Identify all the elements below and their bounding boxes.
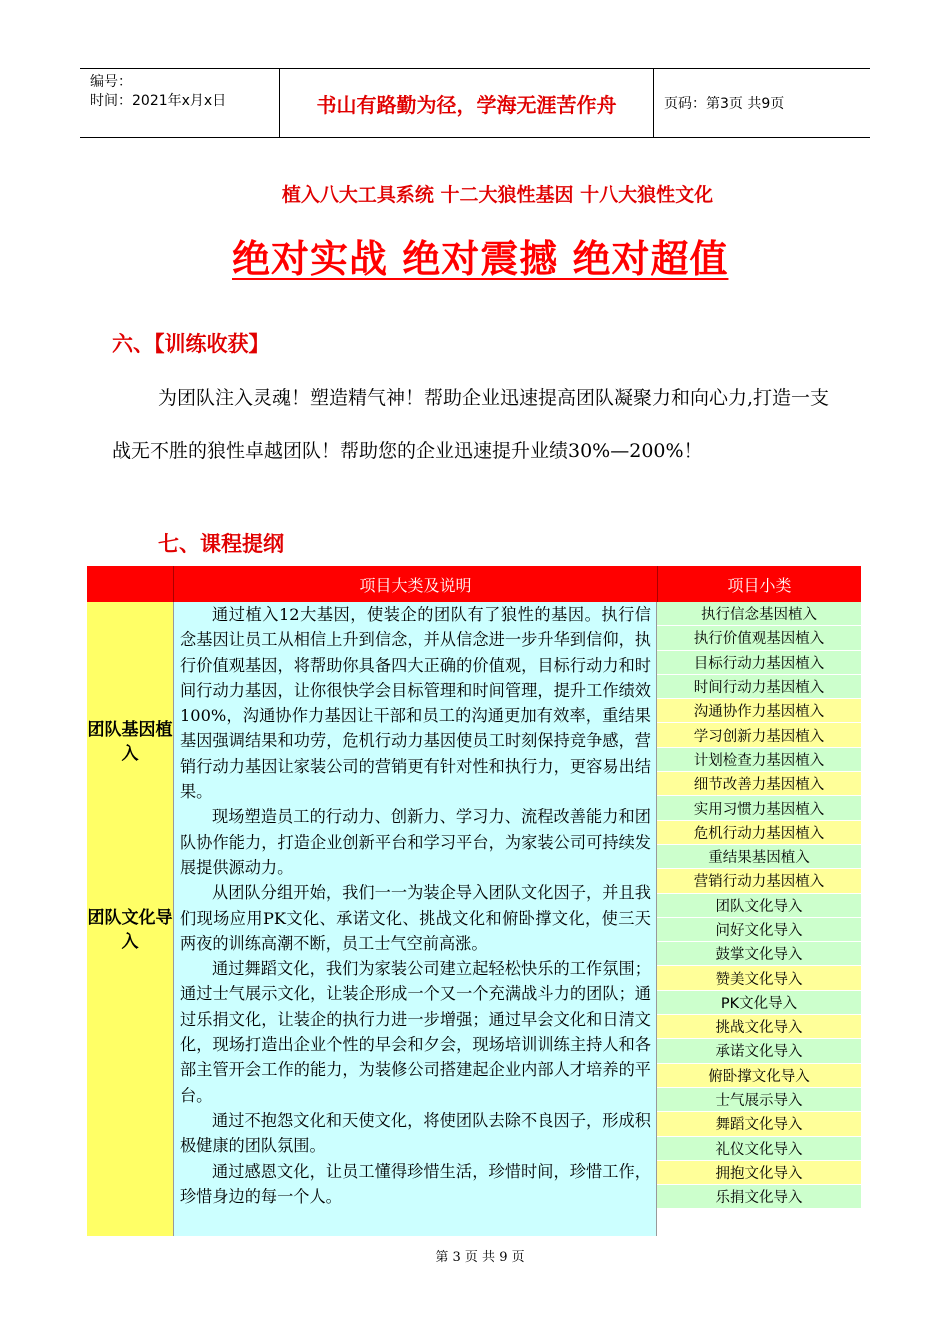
table-header-subitem: 项目小类 xyxy=(727,575,792,595)
description-column xyxy=(174,602,657,1236)
subitem-cell: 问好文化导入 xyxy=(657,918,861,942)
section6-text: 为团队注入灵魂！塑造精气神！帮助企业迅速提高团队凝聚力和向心力,打造一支战无不胜的狼性卓越团队！帮助您的企业迅速提升业绩30%—200%！ xyxy=(112,387,830,462)
subitem-cell: 礼仪文化导入 xyxy=(657,1137,861,1161)
table-header-row xyxy=(87,566,861,602)
subtitle: 植入八大工具系统 十二大狼性基因 十八大狼性文化 xyxy=(281,184,714,206)
page-header xyxy=(80,68,870,138)
section7-heading: 七、课程提纲 xyxy=(158,532,284,556)
description-paragraph: 从团队分组开始，我们一一为装企导入团队文化因子，并且我们现场应用PK文化、承诺文化、挑战文化和俯卧撑文化，使三天两夜的训练高潮不断，员工士气空前高涨。 xyxy=(180,883,651,953)
course-outline-table xyxy=(87,566,861,1236)
category-column xyxy=(87,602,174,1236)
subitem-cell: 赞美文化导入 xyxy=(657,966,861,990)
subitem-cell: 时间行动力基因植入 xyxy=(657,675,861,699)
subitem-cell: 细节改善力基因植入 xyxy=(657,772,861,796)
subitem-cell: 团队文化导入 xyxy=(657,894,861,918)
section6-heading: 六、【训练收获】 xyxy=(112,332,270,356)
subitem-cell: 挑战文化导入 xyxy=(657,1015,861,1039)
subitem-cell: 沟通协作力基因植入 xyxy=(657,699,861,723)
description-paragraph: 通过感恩文化，让员工懂得珍惜生活，珍惜时间，珍惜工作，珍惜身边的每一个人。 xyxy=(180,1161,651,1206)
subitem-cell: 执行信念基因植入 xyxy=(657,602,861,626)
subitem-cell: 营销行动力基因植入 xyxy=(657,869,861,893)
subitem-cell: 乐捐文化导入 xyxy=(657,1185,861,1209)
subitem-cell: PK文化导入 xyxy=(657,991,861,1015)
header-meta xyxy=(80,69,280,137)
subitem-cell: 士气展示导入 xyxy=(657,1088,861,1112)
subitem-cell: 学习创新力基因植入 xyxy=(657,723,861,747)
category-culture: 团队文化导入 xyxy=(87,908,173,952)
table-header-category: 项目大类及说明 xyxy=(174,566,658,602)
subitem-column xyxy=(657,602,861,1236)
subitem-cell: 计划检查力基因植入 xyxy=(657,748,861,772)
subitem-cell: 承诺文化导入 xyxy=(657,1039,861,1063)
description-paragraph: 现场塑造员工的行动力、创新力、学习力、流程改善能力和团队协作能力，打造企业创新平台和学习平台，为家装公司可持续发展提供源动力。 xyxy=(180,807,651,877)
subitem-cell: 危机行动力基因植入 xyxy=(657,821,861,845)
description-paragraph: 通过不抱怨文化和天使文化，将使团队去除不良因子，形成积极健康的团队氛围。 xyxy=(180,1110,651,1156)
subitem-cell: 实用习惯力基因植入 xyxy=(657,796,861,820)
header-motto: 书山有路勤为径，学海无涯苦作舟 xyxy=(280,69,654,137)
subitem-cell: 俯卧撑文化导入 xyxy=(657,1064,861,1088)
page-footer: 第 3 页 共 9 页 xyxy=(435,1250,525,1265)
description-paragraph: 通过舞蹈文化，我们为家装公司建立起轻松快乐的工作氛围；通过士气展示文化，让装企形成一个又一个充满战斗力的团队；通过乐捐文化，让装企的执行力进一步增强；通过早会文化和日清文化，现场打造出企业个性的早会和夕会，现场培训训练主持人和各部主管开会工作的能力，为装修公司搭建起企业内部人才培养的平台。 xyxy=(180,959,651,1105)
description-paragraph: 通过植入12大基因，使装企的团队有了狼性的基因。执行信念基因让员工从相信上升到信念，并从信念进一步升华到信仰，执行价值观基因，将帮助你具备四大正确的价值观，目标行动力和时间行动力基因，让你很快学会目标管理和时间管理，提升工作绩效100%，沟通协作力基因让干部和员工的沟通更加有效率，重结果基因强调结果和功劳，危机行动力基因使员工时刻保持竞争感，营销行动力基因让家装公司的营销更有针对性和执行力，更容易出结果。 xyxy=(180,605,651,802)
header-page-info: 页码：第3页 共9页 xyxy=(664,96,785,112)
time-label: 时间：2021年x月x日 xyxy=(90,93,227,109)
subitem-cell: 重结果基因植入 xyxy=(657,845,861,869)
subitem-cell: 执行价值观基因植入 xyxy=(657,626,861,650)
category-gene: 团队基因植入 xyxy=(87,720,173,764)
subitem-cell: 舞蹈文化导入 xyxy=(657,1112,861,1136)
subitem-cell: 目标行动力基因植入 xyxy=(657,651,861,675)
table-header-blank xyxy=(87,566,174,602)
serial-label: 编号： xyxy=(90,74,132,90)
big-title: 绝对实战 绝对震撼 绝对超值 xyxy=(232,237,729,281)
subitem-cell: 拥抱文化导入 xyxy=(657,1161,861,1185)
subitem-cell: 鼓掌文化导入 xyxy=(657,942,861,966)
